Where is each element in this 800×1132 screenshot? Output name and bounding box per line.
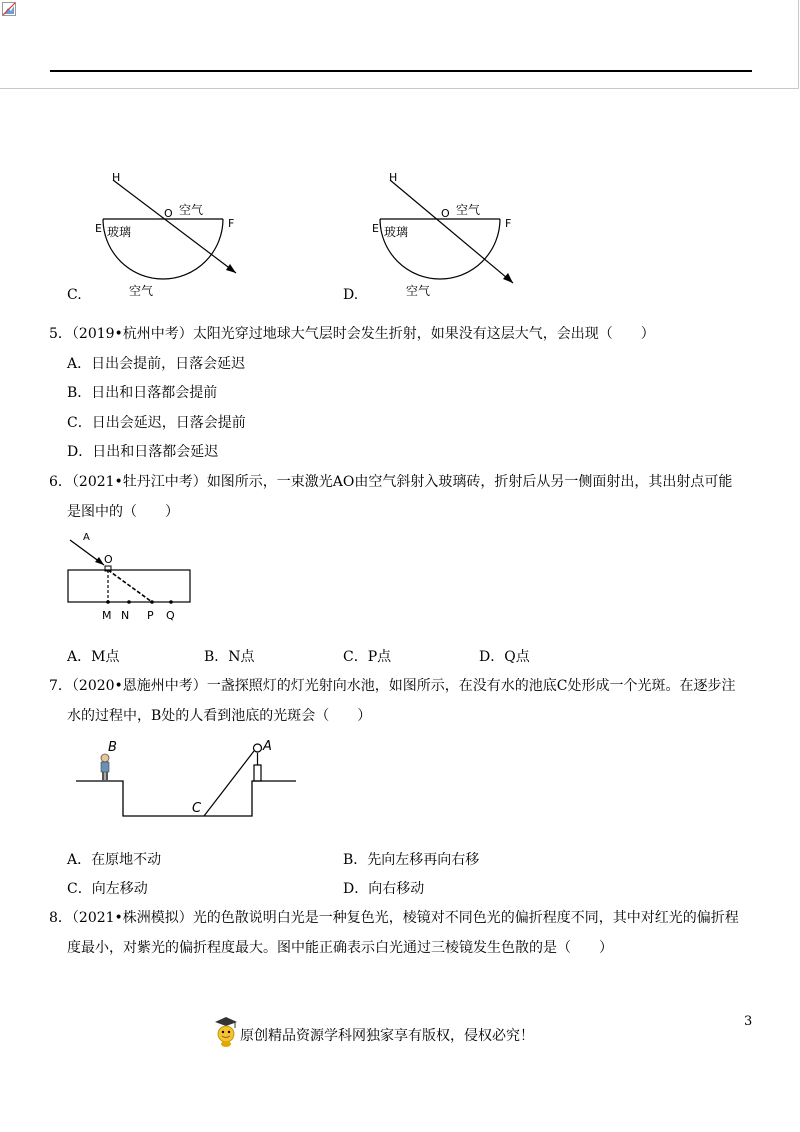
label-m: M bbox=[102, 609, 112, 622]
question-source: （2020•恩施州中考） bbox=[71, 678, 207, 694]
question-number: 8． bbox=[49, 910, 72, 926]
figure-option-c bbox=[95, 168, 255, 300]
question-8-stem-line-1 bbox=[49, 908, 739, 928]
question-text: 一盏探照灯的灯光射向水池，如图所示，在没有水的池底C处形成一个光斑。在逐步注 bbox=[206, 678, 736, 694]
option-c-label: C. bbox=[67, 287, 82, 303]
label-glass: 玻璃 bbox=[107, 225, 132, 239]
person-icon bbox=[101, 754, 109, 781]
label-p: P bbox=[147, 609, 154, 622]
question-7-stem-line-1 bbox=[49, 676, 736, 696]
question-7-option-d: D．向右移动 bbox=[343, 881, 425, 897]
page-number: 3 bbox=[744, 1014, 753, 1029]
question-7-option-b: B．先向左移再向右移 bbox=[343, 852, 480, 868]
question-5-stem bbox=[49, 324, 655, 344]
question-5-option-a: A．日出会提前，日落会延迟 bbox=[67, 356, 246, 372]
label-air-top: 空气 bbox=[456, 203, 481, 217]
lamp-icon bbox=[254, 744, 262, 752]
question-5-option-b: B．日出和日落都会提前 bbox=[67, 385, 218, 401]
label-air-top: 空气 bbox=[179, 203, 204, 217]
label-h: H bbox=[112, 171, 121, 184]
question-7-option-a: A．在原地不动 bbox=[67, 852, 162, 868]
label-o: O bbox=[104, 553, 113, 566]
mascot-logo-icon bbox=[212, 1016, 240, 1048]
question-text: 如图所示，一束激光AO由空气斜射入玻璃砖，折射后从另一侧面射出，其出射点可能 bbox=[206, 474, 733, 490]
label-e: E bbox=[95, 222, 102, 235]
broken-image-icon bbox=[2, 2, 16, 16]
question-6-option-c: C．P点 bbox=[343, 649, 392, 665]
label-a: A bbox=[263, 739, 272, 754]
ray-arrowhead bbox=[226, 264, 236, 273]
figure-question-7 bbox=[74, 734, 298, 824]
question-text: 太阳光穿过地球大气层时会发生折射，如果没有这层大气，会出现（ ） bbox=[192, 326, 655, 342]
question-source: （2021•牡丹江中考） bbox=[71, 474, 207, 490]
ray-arrowhead bbox=[503, 273, 513, 283]
label-o: O bbox=[164, 207, 173, 220]
question-6-option-d: D．Q点 bbox=[479, 649, 530, 665]
label-glass: 玻璃 bbox=[384, 225, 409, 239]
question-number: 7． bbox=[49, 678, 72, 694]
figure-question-6 bbox=[62, 528, 202, 624]
ray-arrowhead bbox=[95, 557, 104, 565]
question-number: 6． bbox=[49, 474, 72, 490]
label-f: F bbox=[228, 217, 235, 230]
label-q: Q bbox=[166, 609, 175, 622]
label-o: O bbox=[441, 207, 450, 220]
option-d-label: D. bbox=[343, 287, 359, 303]
label-e: E bbox=[372, 222, 379, 235]
label-b: B bbox=[108, 740, 117, 755]
question-7-option-c: C．向左移动 bbox=[67, 881, 148, 897]
question-5-option-d: D．日出和日落都会延迟 bbox=[67, 444, 219, 460]
question-5-option-c: C．日出会延迟，日落会提前 bbox=[67, 415, 246, 431]
question-number: 5． bbox=[49, 326, 72, 342]
question-6-option-a: A．M点 bbox=[67, 649, 120, 665]
question-source: （2019•杭州中考） bbox=[71, 326, 193, 342]
question-7-stem-line-2: 水的过程中，B处的人看到池底的光斑会（ ） bbox=[67, 708, 372, 724]
question-6-stem-line-1 bbox=[49, 472, 732, 492]
label-f: F bbox=[505, 217, 512, 230]
label-a: A bbox=[83, 532, 90, 543]
copyright-notice: 原创精品资源学科网独家享有版权，侵权必究！ bbox=[240, 1028, 534, 1044]
label-air-bottom: 空气 bbox=[406, 284, 431, 298]
question-6-option-b: B．N点 bbox=[204, 649, 255, 665]
label-c: C bbox=[192, 801, 202, 816]
label-air-bottom: 空气 bbox=[129, 284, 154, 298]
figure-option-d bbox=[372, 168, 532, 300]
label-n: N bbox=[121, 609, 130, 622]
question-source: （2021•株洲模拟） bbox=[71, 910, 193, 926]
question-6-stem-line-2: 是图中的（ ） bbox=[67, 504, 179, 520]
question-8-stem-line-2: 度最小，对紫光的偏折程度最大。图中能正确表示白光通过三棱镜发生色散的是（ ） bbox=[67, 940, 613, 956]
label-h: H bbox=[389, 171, 398, 184]
page-header bbox=[0, 0, 799, 89]
header-rule bbox=[50, 70, 752, 72]
question-text: 光的色散说明白光是一种复色光，棱镜对不同色光的偏折程度不同，其中对红光的偏折程 bbox=[192, 910, 739, 926]
